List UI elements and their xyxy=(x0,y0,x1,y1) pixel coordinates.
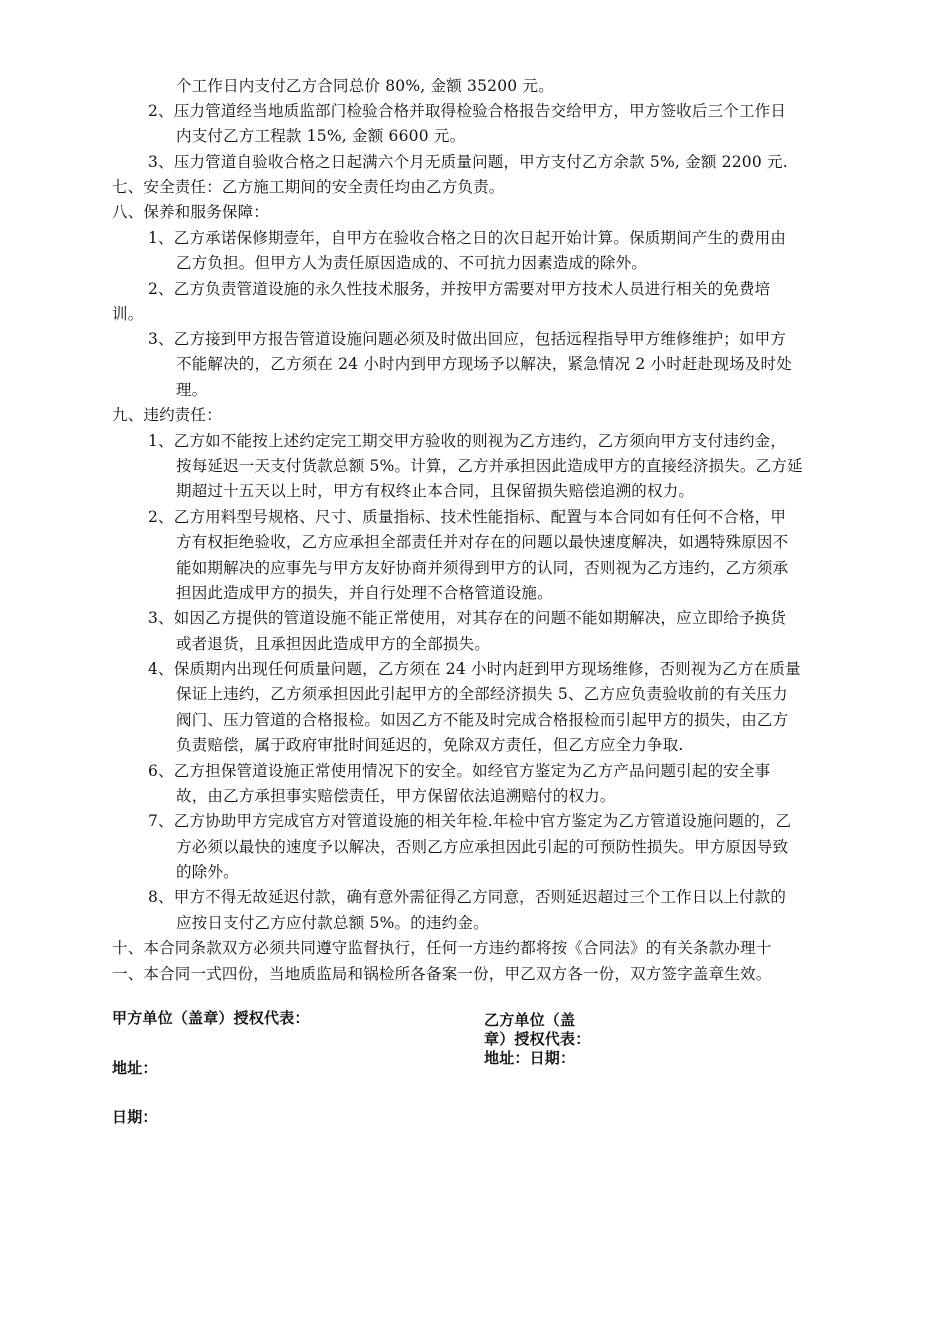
party-a-date-label: 日期： xyxy=(112,1108,158,1126)
section-heading: 八、保养和服务保障： xyxy=(112,203,270,221)
text-line: 期超过十五天以上时，甲方有权终止本合同，且保留损失赔偿追溯的权力。 xyxy=(176,482,695,500)
text-line: 阀门、压力管道的合格报检。如因乙方不能及时完成合格报检而引起甲方的损失，由乙方 xyxy=(176,711,789,729)
text-line: 3、乙方接到甲方报告管道设施问题必须及时做出回应，包括远程指导甲方维修维护；如甲方 xyxy=(148,330,787,348)
party-b-representative-label-cont: 章）授权代表： xyxy=(484,1030,591,1048)
text-line: 或者退货，且承担因此造成甲方的全部损失。 xyxy=(176,635,491,653)
text-line: 的除外。 xyxy=(176,863,239,881)
text-line: 1、乙方承诺保修期壹年，自甲方在验收合格之日的次日起开始计算。保质期间产生的费用由 xyxy=(148,229,787,247)
text-line: 1、乙方如不能按上述约定完工期交甲方验收的则视为乙方违约，乙方须向甲方支付违约金， xyxy=(148,432,787,450)
section-heading: 九、违约责任： xyxy=(112,406,222,424)
text-line: 方有权拒绝验收，乙方应承担全部责任并对存在的问题以最快速度解决，如遇特殊原因不 xyxy=(176,533,789,551)
text-line: 2、乙方负责管道设施的永久性技术服务，并按甲方需要对甲方技术人员进行相关的免费培 xyxy=(148,280,771,298)
text-line: 理。 xyxy=(176,381,208,399)
section-heading: 十、本合同条款双方必须共同遵守监督执行，任何一方违约都将按《合同法》的有关条款办理十 xyxy=(112,939,772,957)
text-line: 3、如因乙方提供的管道设施不能正常使用，对其存在的问题不能如期解决，应立即给予换货 xyxy=(148,609,787,627)
text-line: 一、本合同一式四份，当地质监局和锅检所各备案一份，甲乙双方各一份，双方签字盖章生效。 xyxy=(112,965,772,983)
text-line: 2、压力管道经当地质监部门检验合格并取得检验合格报告交给甲方，甲方签收后三个工作日 xyxy=(148,102,787,120)
text-line: 内支付乙方工程款 15%, 金额 6600 元。 xyxy=(176,127,466,145)
party-a-representative-label: 甲方单位（盖章）授权代表： xyxy=(112,1009,310,1027)
text-line: 6、乙方担保管道设施正常使用情况下的安全。如经官方鉴定为乙方产品问题引起的安全事 xyxy=(148,762,771,780)
text-line: 训。 xyxy=(112,305,144,323)
text-line: 4、保质期内出现任何质量问题，乙方须在 24 小时内赶到甲方现场维修，否则视为乙方在质量 xyxy=(148,660,801,678)
text-line: 不能解决的，乙方须在 24 小时内到甲方现场予以解决，紧急情况 2 小时赶赴现场及时处 xyxy=(176,355,792,373)
text-line: 2、乙方用料型号规格、尺寸、质量指标、技术性能指标、配置与本合同如有任何不合格，甲 xyxy=(148,508,787,526)
text-line: 担因此造成甲方的损失，并自行处理不合格管道设施。 xyxy=(176,584,553,602)
text-line: 按每延迟一天支付货款总额 5%。计算，乙方并承担因此造成甲方的直接经济损失。乙方延 xyxy=(176,457,803,475)
text-line: 乙方负担。但甲方人为责任原因造成的、不可抗力因素造成的除外。 xyxy=(176,254,648,272)
text-line: 故，由乙方承担事实赔偿责任，甲方保留依法追溯赔付的权力。 xyxy=(176,787,616,805)
party-b-address-date-label: 地址：日期： xyxy=(484,1049,576,1067)
text-line: 方必须以最快的速度予以解决，否则乙方应承担因此引起的可预防性损失。甲方原因导致 xyxy=(176,838,789,856)
text-line: 能如期解决的应事先与甲方友好协商并须得到甲方的认同，否则视为乙方违约，乙方须承 xyxy=(176,559,789,577)
text-line: 个工作日内支付乙方合同总价 80%, 金额 35200 元。 xyxy=(176,77,554,95)
text-line: 7、乙方协助甲方完成官方对管道设施的相关年检.年检中官方鉴定为乙方管道设施问题的，乙 xyxy=(148,812,792,830)
text-line: 3、压力管道自验收合格之日起满六个月无质量问题，甲方支付乙方余款 5%, 金额 2200 元. xyxy=(148,153,788,171)
section-heading: 七、安全责任：乙方施工期间的安全责任均由乙方负责。 xyxy=(112,178,505,196)
text-line: 保证上违约，乙方须承担因此引起甲方的全部经济损失 5、乙方应负责验收前的有关压力 xyxy=(176,685,788,703)
text-line: 负责赔偿，属于政府审批时间延迟的，免除双方责任，但乙方应全力争取. xyxy=(176,736,684,754)
party-a-address-label: 地址： xyxy=(112,1059,158,1077)
text-line: 8、甲方不得无故延迟付款，确有意外需征得乙方同意，否则延迟超过三个工作日以上付款的 xyxy=(148,888,787,906)
text-line: 应按日支付乙方应付款总额 5%。的违约金。 xyxy=(176,914,489,932)
party-b-representative-label: 乙方单位（盖 xyxy=(484,1011,576,1029)
